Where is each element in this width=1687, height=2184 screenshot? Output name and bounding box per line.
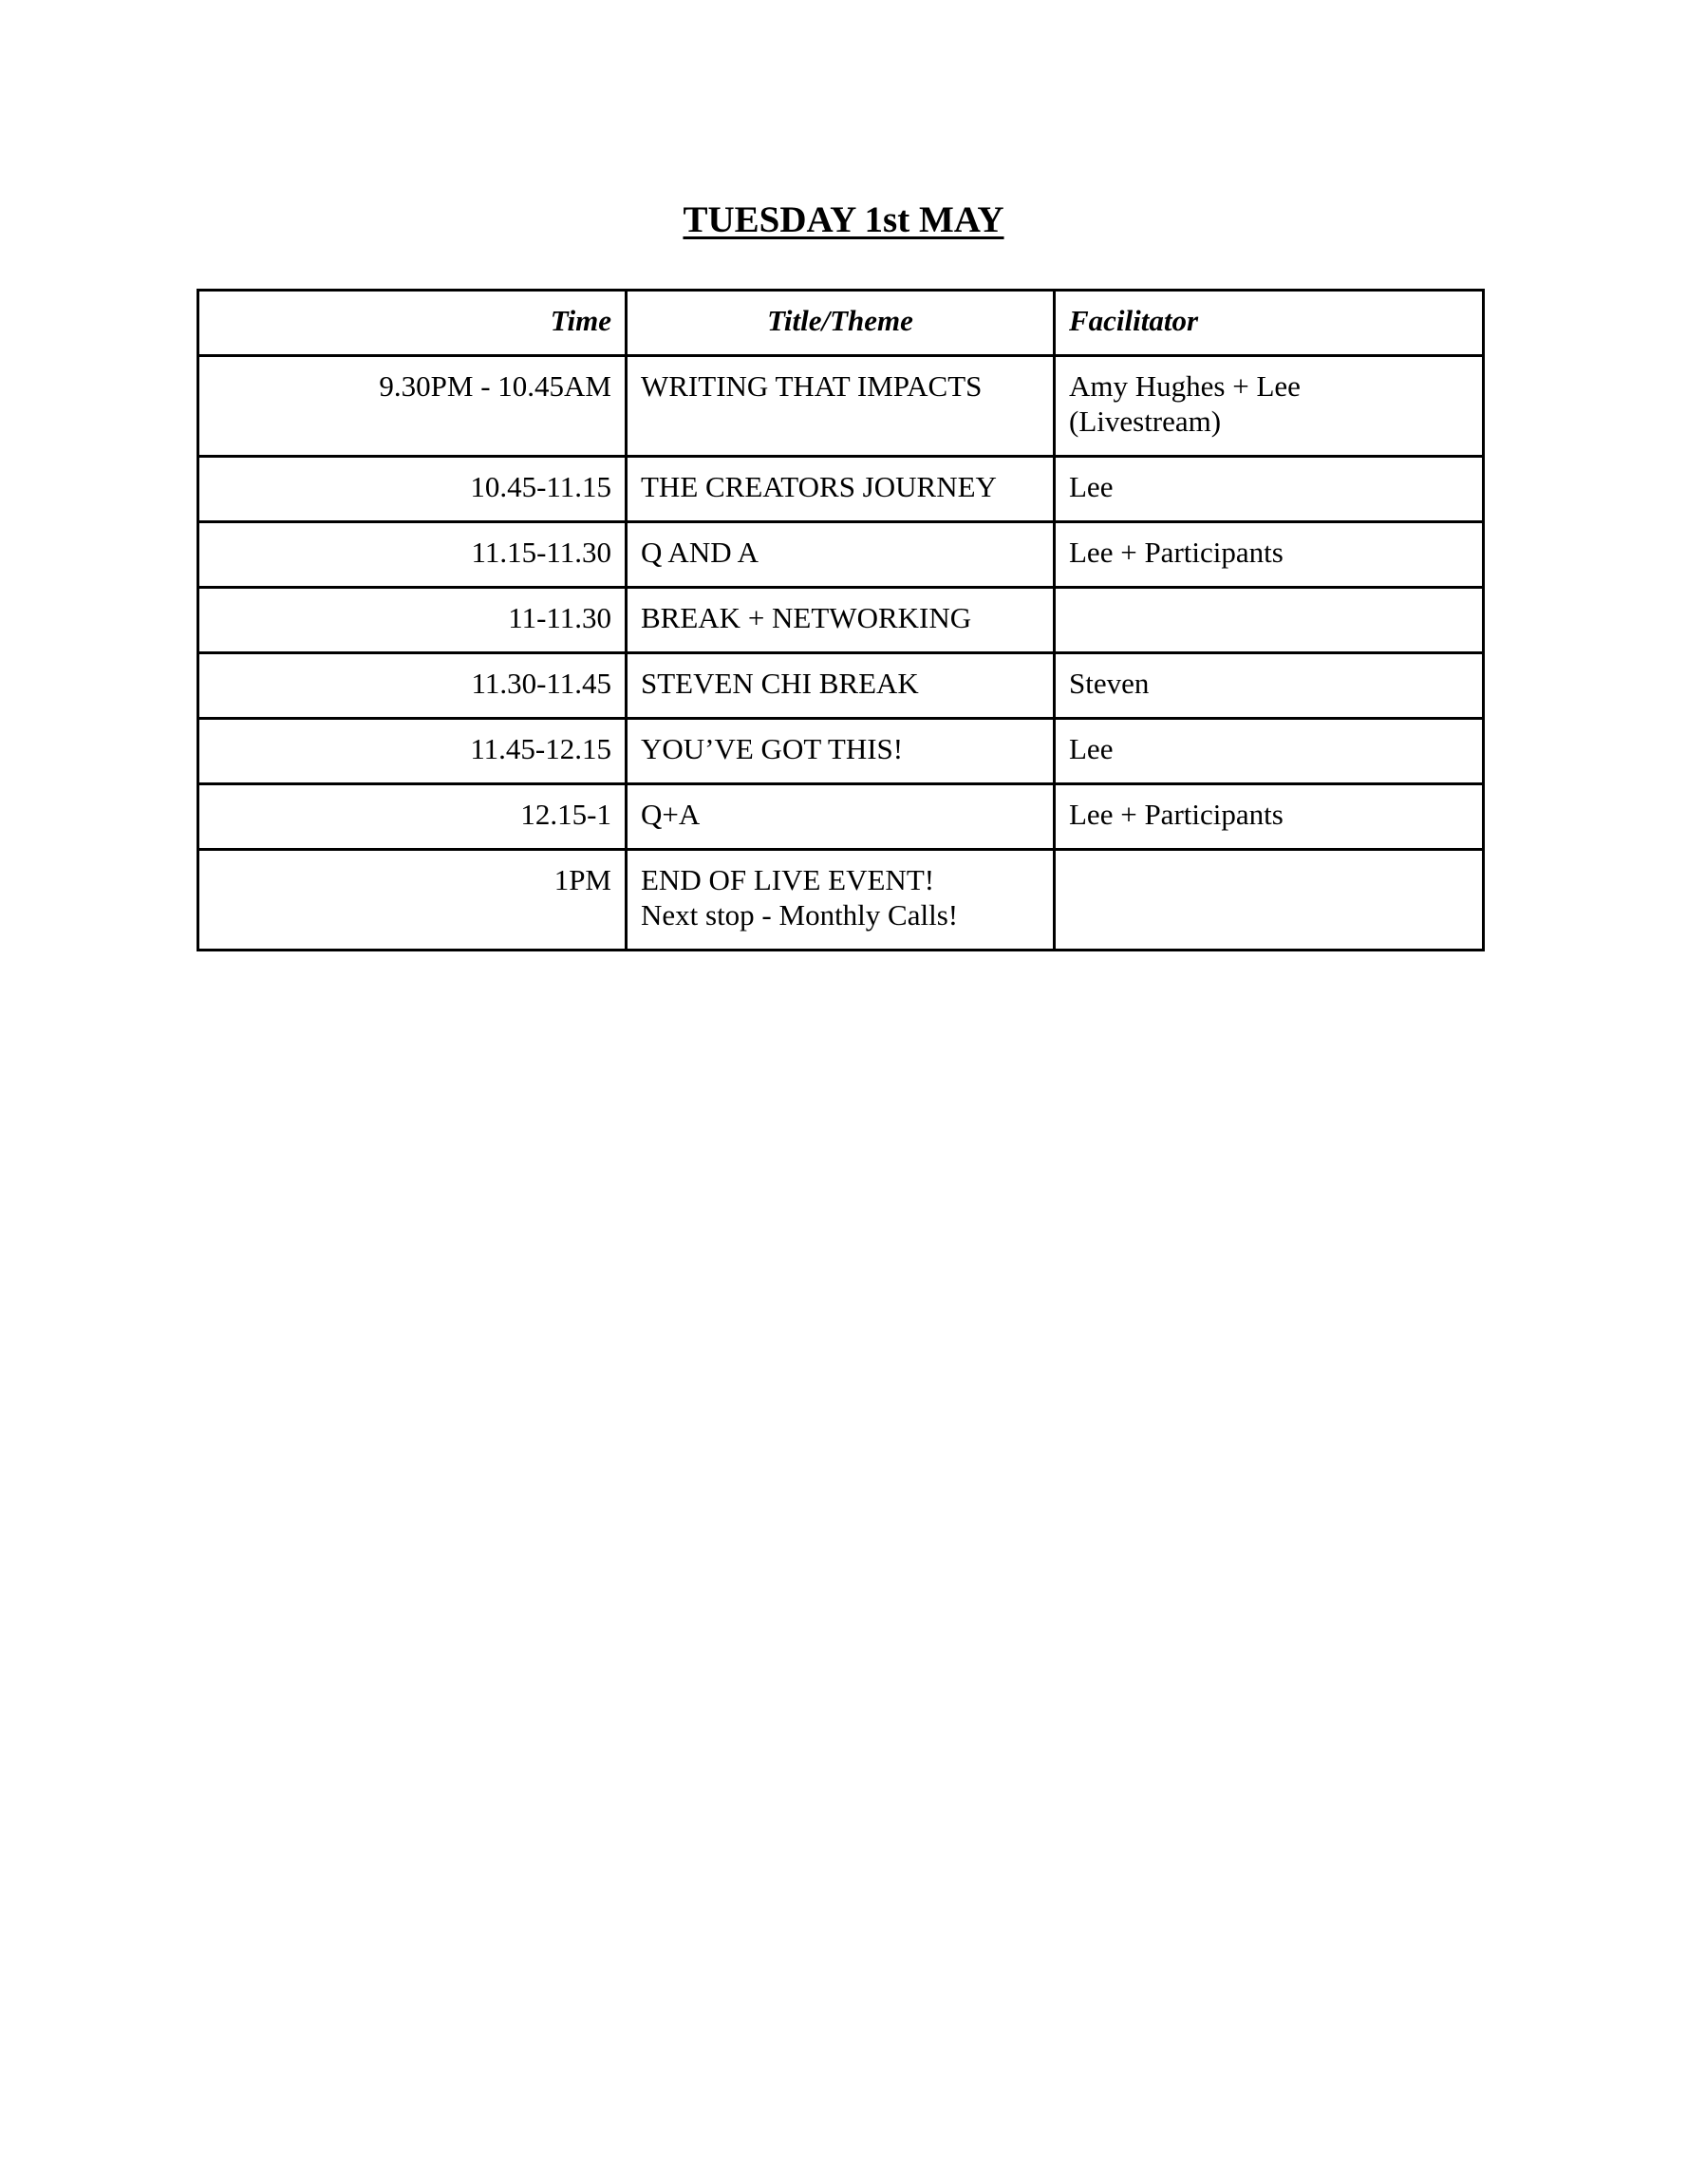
table-header-row [198,291,1484,356]
cell-time: 11.15-11.30 [198,522,627,588]
table-row [198,719,1484,784]
cell-title: Q+A [627,784,1055,850]
cell-facilitator: Steven [1055,653,1484,719]
cell-facilitator: Lee + Participants [1055,522,1484,588]
table-row [198,356,1484,457]
cell-facilitator [1055,850,1484,951]
cell-facilitator [1055,588,1484,653]
cell-facilitator: Lee + Participants [1055,784,1484,850]
cell-title: END OF LIVE EVENT! Next stop - Monthly Calls! [627,850,1055,951]
table-row [198,522,1484,588]
table-row [198,784,1484,850]
cell-title: THE CREATORS JOURNEY [627,457,1055,522]
cell-title: BREAK + NETWORKING [627,588,1055,653]
page-title-text: TUESDAY 1st MAY [683,199,1004,240]
cell-title: WRITING THAT IMPACTS [627,356,1055,457]
cell-time: 11-11.30 [198,588,627,653]
cell-title: Q AND A [627,522,1055,588]
header-title-theme: Title/Theme [627,291,1055,356]
cell-facilitator: Lee [1055,457,1484,522]
cell-time: 12.15-1 [198,784,627,850]
header-time: Time [198,291,627,356]
cell-facilitator: Lee [1055,719,1484,784]
table-row [198,457,1484,522]
cell-time: 9.30PM - 10.45AM [198,356,627,457]
cell-time: 11.45-12.15 [198,719,627,784]
table-row [198,850,1484,951]
cell-facilitator: Amy Hughes + Lee (Livestream) [1055,356,1484,457]
schedule-table [197,289,1485,951]
cell-time: 1PM [198,850,627,951]
table-row [198,588,1484,653]
cell-time: 11.30-11.45 [198,653,627,719]
page-title [0,198,1687,243]
header-facilitator: Facilitator [1055,291,1484,356]
cell-time: 10.45-11.15 [198,457,627,522]
cell-title: STEVEN CHI BREAK [627,653,1055,719]
table-row [198,653,1484,719]
cell-title: YOU’VE GOT THIS! [627,719,1055,784]
